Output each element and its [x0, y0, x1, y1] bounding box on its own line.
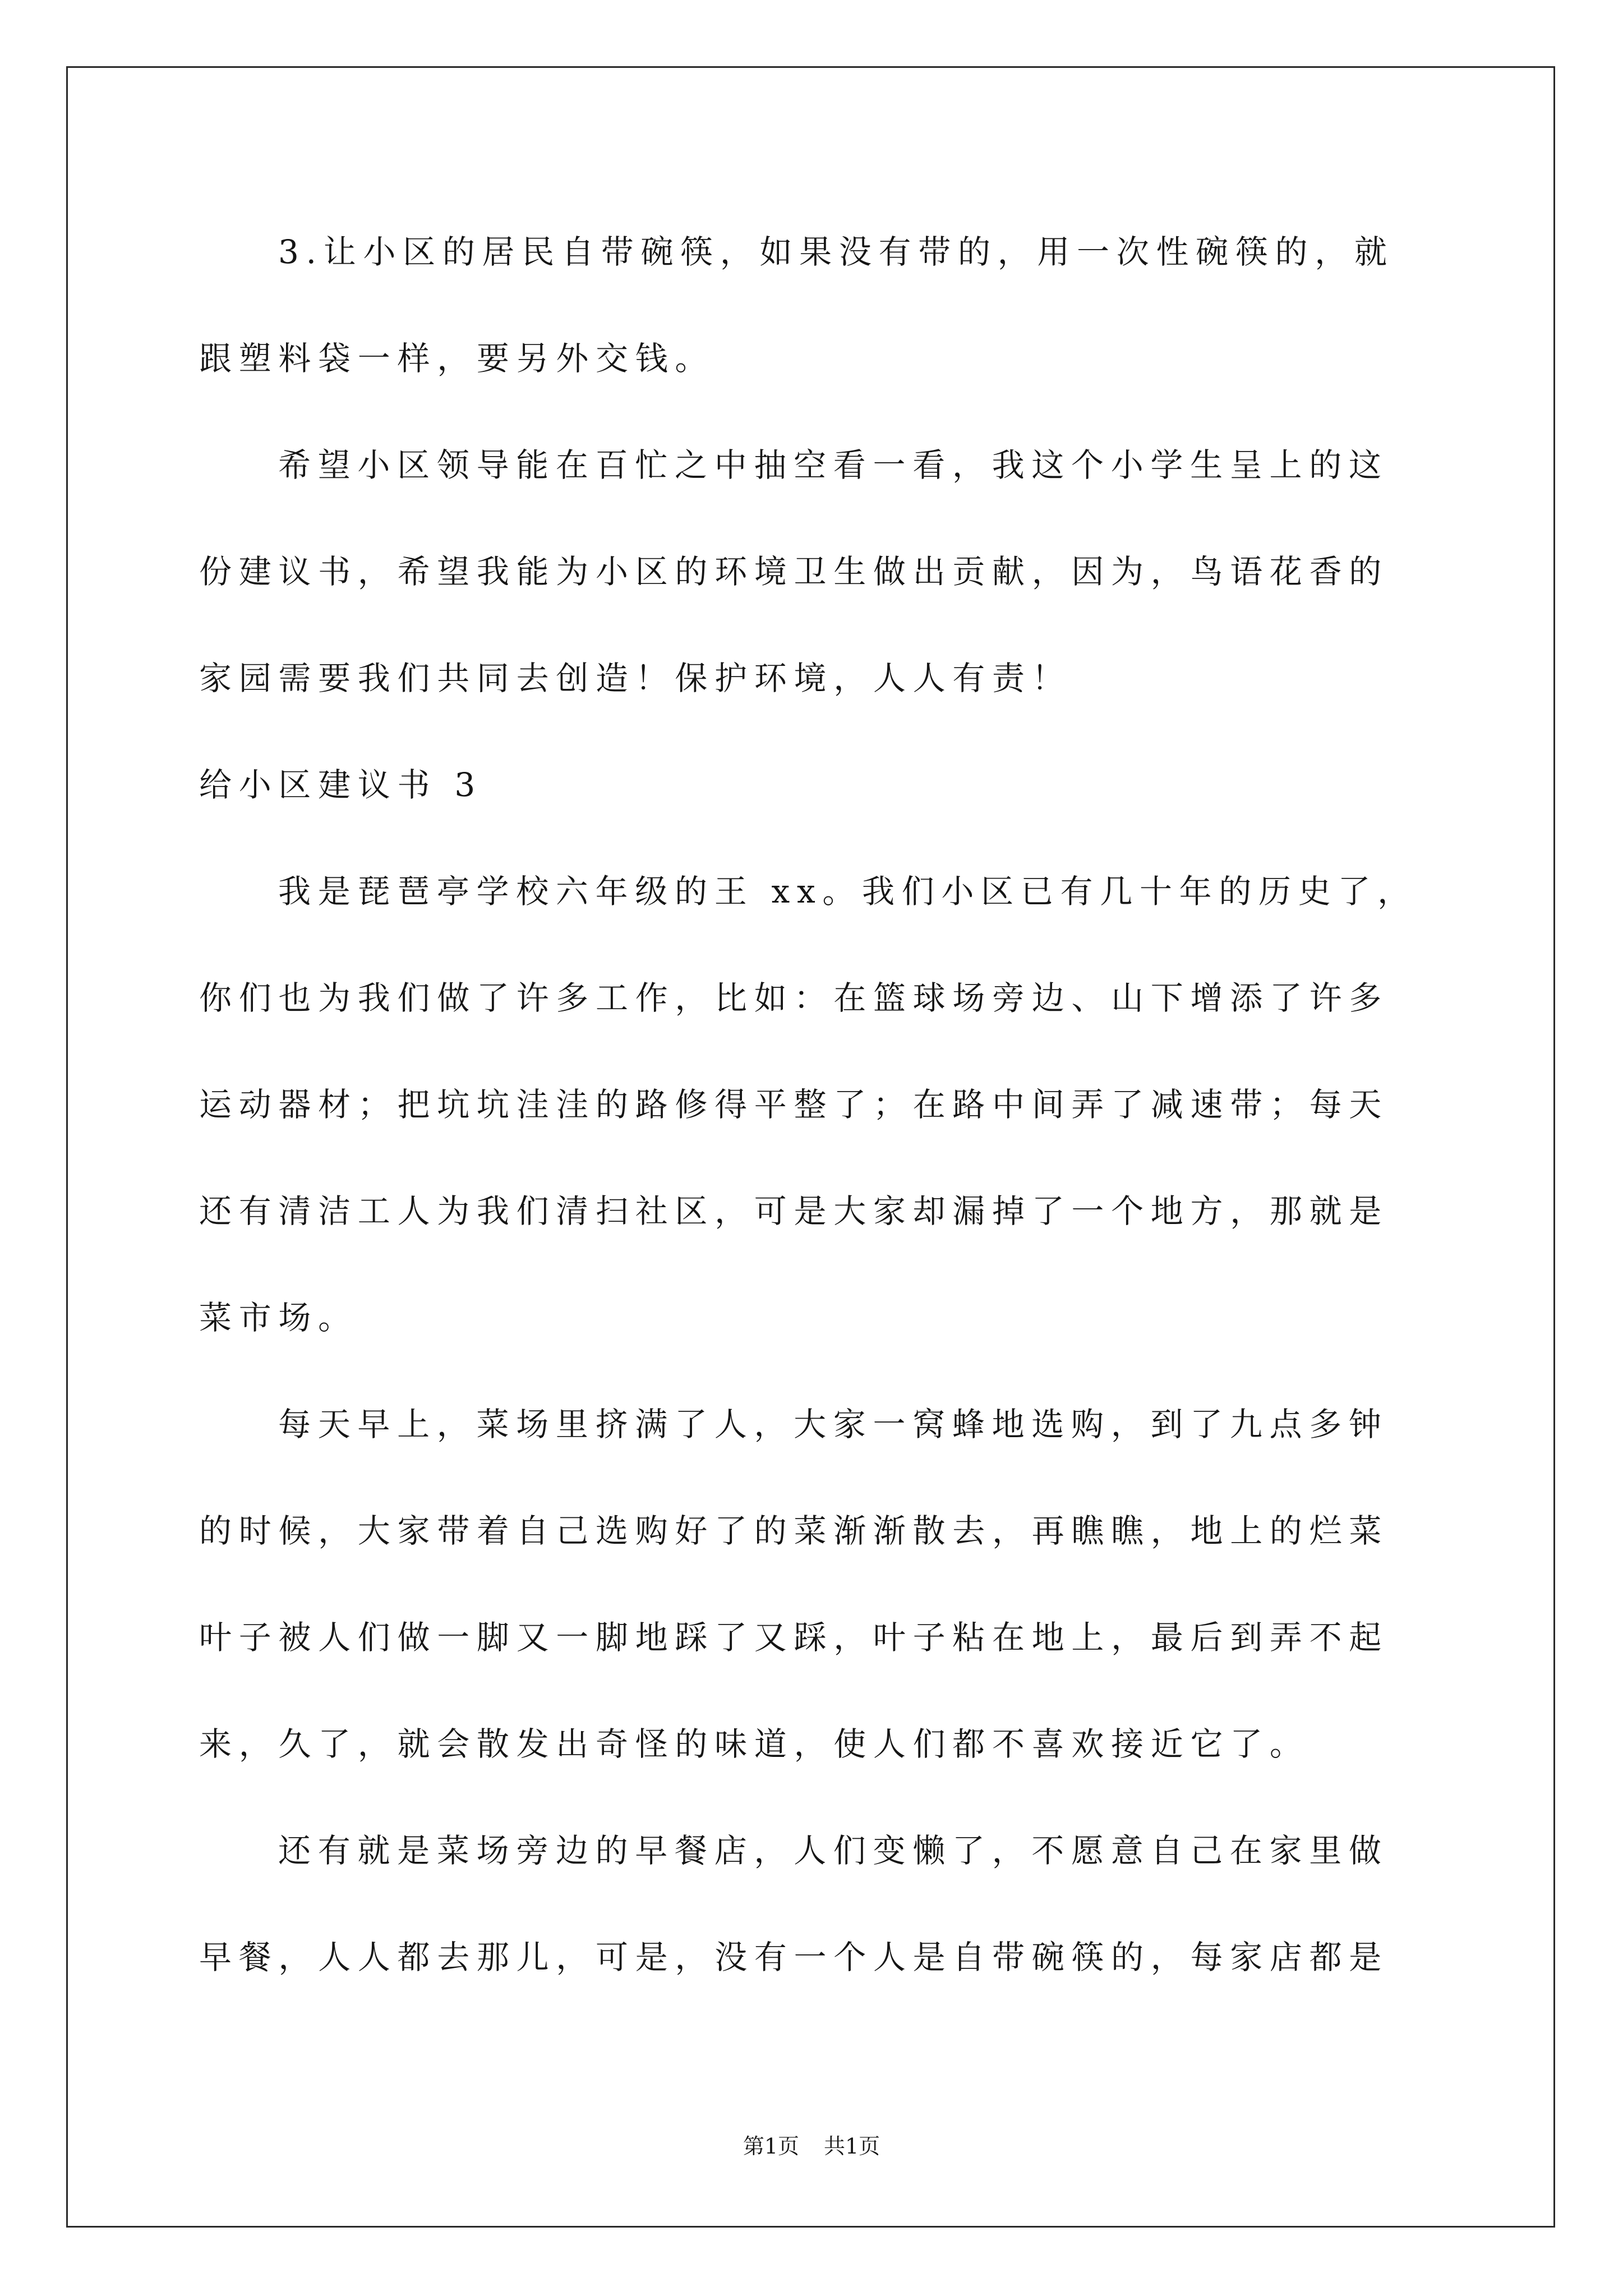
paragraph-line: 份建议书，希望我能为小区的环境卫生做出贡献，因为，鸟语花香的: [199, 553, 1389, 591]
paragraph-line: 早餐，人人都去那儿，可是，没有一个人是自带碗筷的，每家店都是: [199, 1938, 1389, 1976]
paragraph: [199, 199, 1506, 412]
document-body: [199, 199, 1506, 2010]
paragraph-line: 我是琵琶亭学校六年级的王 xx。我们小区已有几十年的历史了，: [278, 872, 1417, 910]
paragraph-line: 的时候，大家带着自己选购好了的菜渐渐散去，再瞧瞧，地上的烂菜: [199, 1512, 1389, 1550]
paragraph-line: 叶子被人们做一脚又一脚地踩了又踩，叶子粘在地上，最后到弄不起: [199, 1618, 1389, 1657]
page-footer: [0, 2134, 1623, 2159]
paragraph: [199, 838, 1506, 1371]
paragraph: [199, 1797, 1506, 2010]
paragraph-line: 跟塑料袋一样，要另外交钱。: [199, 339, 715, 378]
paragraph-line: 来，久了，就会散发出奇怪的味道，使人们都不喜欢接近它了。: [199, 1725, 1310, 1763]
paragraph-line: 你们也为我们做了许多工作，比如：在篮球场旁边、山下增添了许多: [199, 979, 1389, 1017]
paragraph-line: 3.让小区的居民自带碗筷，如果没有带的，用一次性碗筷的，就: [278, 233, 1394, 271]
paragraph-line: 菜市场。: [199, 1299, 358, 1337]
paragraph-line: 还有就是菜场旁边的早餐店，人们变懒了，不愿意自己在家里做: [278, 1832, 1389, 1870]
paragraph-line: 运动器材；把坑坑洼洼的路修得平整了；在路中间弄了减速带；每天: [199, 1085, 1389, 1124]
paragraph-line: 每天早上，菜场里挤满了人，大家一窝蜂地选购，到了九点多钟: [278, 1405, 1389, 1443]
paragraph-line: 家园需要我们共同去创造！保护环境，人人有责！: [199, 659, 1072, 697]
section-heading: 给小区建议书 3: [199, 766, 482, 804]
page-total: 共1页: [824, 2134, 880, 2159]
paragraph-line: 希望小区领导能在百忙之中抽空看一看，我这个小学生呈上的这: [278, 446, 1389, 484]
paragraph-line: 还有清洁工人为我们清扫社区，可是大家却漏掉了一个地方，那就是: [199, 1192, 1389, 1230]
paragraph: [199, 412, 1506, 731]
page-number: 第1页: [743, 2134, 799, 2159]
paragraph: [199, 1371, 1506, 1797]
